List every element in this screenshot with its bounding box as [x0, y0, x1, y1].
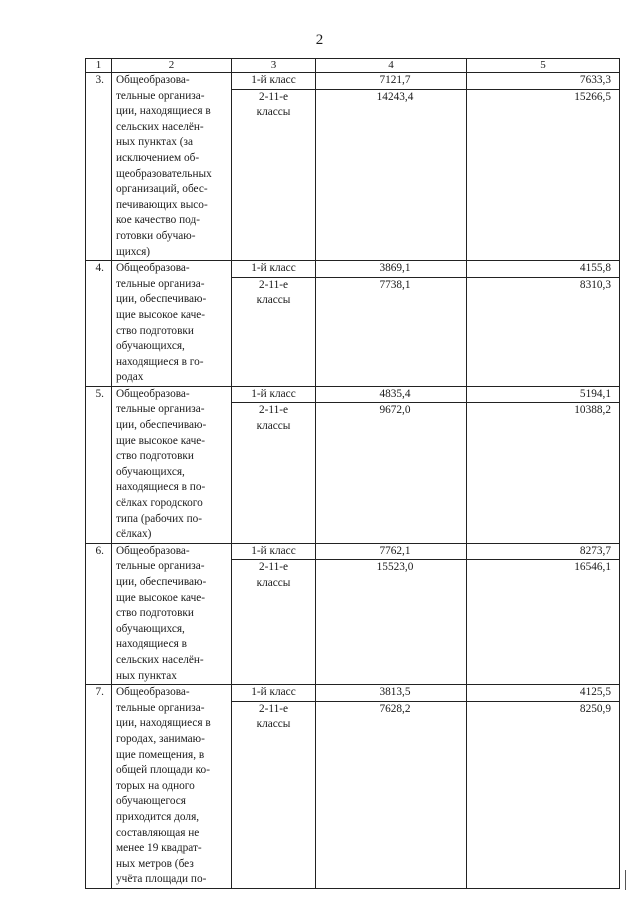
header-row [86, 59, 620, 73]
table-row [86, 685, 620, 889]
column-header: 2 [112, 59, 232, 73]
norm-value: 15523,0 [376, 561, 414, 574]
organization-type-line: сёлках) [116, 528, 152, 541]
organization-type-line: ции, обеспечиваю- [116, 576, 207, 588]
organization-type-line: ции, обеспечиваю- [116, 419, 207, 432]
class-label: 1-й класс [232, 387, 315, 404]
norm-value: 16546,1 [574, 561, 611, 574]
organization-type-line: приходится доля, [116, 810, 200, 823]
norm-value: 3869,1 [316, 261, 466, 278]
norm-value: 15266,5 [574, 90, 611, 103]
norm-value: 8273,7 [467, 544, 619, 561]
class-label: 2-11-е классы [256, 702, 291, 731]
norm-value: 7121,7 [316, 73, 466, 90]
organization-type-cell [112, 73, 232, 261]
norm-value: 7628,2 [379, 702, 411, 715]
organization-type-line: ных пунктах (за [116, 136, 193, 149]
value-column-4-cell [316, 685, 467, 889]
norm-value: 5194,1 [467, 387, 619, 404]
organization-type-line: Общеобразова- [116, 262, 190, 275]
organization-type-line: щие высокое каче- [116, 434, 206, 447]
column-header: 3 [232, 59, 316, 73]
organization-type-line: торых на одного [116, 779, 195, 792]
value-column-5-cell [467, 386, 620, 543]
column-header: 4 [316, 59, 467, 73]
class-cell [232, 73, 316, 261]
organization-type-line: находящиеся в [116, 638, 187, 651]
organization-type-line: кое качество под- [116, 214, 200, 227]
organization-type-line: ных пунктах [116, 669, 177, 682]
organization-type-line: городах, занимаю- [116, 732, 205, 745]
organization-type-line: Общеобразова- [116, 686, 190, 699]
organization-type-line: ции, находящиеся в [116, 105, 211, 118]
norm-value: 7738,1 [379, 278, 411, 291]
value-column-4-cell [316, 261, 467, 387]
organization-type-line: готовки обучаю- [116, 229, 196, 242]
class-cell [232, 685, 316, 889]
organization-type-line: составляющая не [116, 826, 200, 839]
organization-type-line: щеобразовательных [116, 167, 212, 180]
organization-type-line: тельные организа- [116, 89, 205, 102]
column-header: 1 [86, 59, 112, 73]
organization-type-cell [112, 261, 232, 387]
organization-type-line: сёлках городского [116, 497, 203, 510]
table-row [86, 543, 620, 684]
value-column-5-cell [467, 685, 620, 889]
organization-type-line: учёта площади по- [116, 873, 207, 886]
organization-type-line: находящиеся в по- [116, 481, 206, 494]
organization-type-line: типа (рабочих по- [116, 512, 203, 525]
class-cell [232, 543, 316, 684]
row-number: 3. [86, 73, 112, 261]
norm-value: 7633,3 [467, 73, 619, 90]
value-column-5-cell [467, 543, 620, 684]
value-column-4-cell [316, 73, 467, 261]
organization-type-line: ство подготовки [116, 607, 194, 620]
norm-value: 4835,4 [316, 387, 466, 404]
class-label: 1-й класс [232, 685, 315, 702]
organization-type-line: ство подготовки [116, 450, 194, 463]
organization-type-line: щие высокое каче- [116, 591, 206, 604]
organization-type-line: исключением об- [116, 151, 200, 164]
organization-type-line: обучающихся, [116, 465, 185, 478]
row-number: 5. [86, 386, 112, 543]
organization-type-line: тельные организа- [116, 701, 205, 714]
norm-value: 14243,4 [376, 90, 414, 103]
organization-type-line: печивающих высо- [116, 198, 208, 211]
norm-value: 8310,3 [579, 278, 611, 291]
norm-value: 9672,0 [379, 404, 411, 417]
organization-type-line: родах [116, 371, 144, 384]
organization-type-line: обучающихся, [116, 340, 185, 353]
organization-type-line: тельные организа- [116, 277, 205, 290]
organization-type-line: менее 19 квадрат- [116, 842, 202, 855]
norm-value: 4125,5 [467, 685, 619, 702]
value-column-5-cell [467, 261, 620, 387]
class-label: 2-11-е классы [256, 90, 291, 119]
organization-type-line: находящиеся в го- [116, 355, 204, 368]
organization-type-line: щие высокое каче- [116, 308, 206, 321]
value-column-4-cell [316, 543, 467, 684]
organization-type-line: сельских населён- [116, 653, 204, 666]
organization-type-line: ных метров (без [116, 857, 194, 870]
class-label: 1-й класс [232, 544, 315, 561]
row-number: 6. [86, 543, 112, 684]
organization-type-line: Общеобразова- [116, 544, 190, 557]
column-header: 5 [467, 59, 620, 73]
table-row [86, 386, 620, 543]
table-row [86, 73, 620, 261]
organization-type-cell [112, 543, 232, 684]
organization-type-line: ции, обеспечиваю- [116, 293, 207, 306]
organization-type-line: сельских населён- [116, 120, 204, 133]
class-label: 1-й класс [232, 73, 315, 90]
norm-value: 3813,5 [316, 685, 466, 702]
organization-type-line: организаций, обес- [116, 183, 208, 196]
organization-type-line: Общеобразова- [116, 74, 190, 86]
organization-type-line: обучающегося [116, 795, 186, 808]
organization-type-line: тельные организа- [116, 403, 205, 416]
class-label: 1-й класс [232, 261, 315, 278]
organization-type-line: щихся) [116, 245, 151, 258]
norms-table [85, 58, 620, 889]
page-number: 2 [315, 32, 325, 48]
norm-value: 8250,9 [579, 702, 611, 715]
organization-type-cell [112, 386, 232, 543]
page-edge-mark [625, 870, 626, 890]
norm-value: 10388,2 [574, 404, 611, 417]
class-cell [232, 386, 316, 543]
value-column-4-cell [316, 386, 467, 543]
organization-type-cell [112, 685, 232, 889]
organization-type-line: обучающихся, [116, 622, 185, 635]
class-label: 2-11-е классы [256, 561, 291, 589]
row-number: 4. [86, 261, 112, 387]
class-cell [232, 261, 316, 387]
organization-type-line: ции, находящиеся в [116, 717, 211, 730]
row-number: 7. [86, 685, 112, 889]
organization-type-line: ство подготовки [116, 324, 194, 337]
organization-type-line: общей площади ко- [116, 764, 210, 777]
organization-type-line: тельные организа- [116, 560, 205, 573]
table-row [86, 261, 620, 387]
organization-type-line: Общеобразова- [116, 387, 190, 400]
norm-value: 4155,8 [467, 261, 619, 278]
norm-value: 7762,1 [316, 544, 466, 561]
organization-type-line: щие помещения, в [116, 748, 205, 761]
class-label: 2-11-е классы [256, 404, 291, 433]
value-column-5-cell [467, 73, 620, 261]
class-label: 2-11-е классы [256, 278, 291, 307]
